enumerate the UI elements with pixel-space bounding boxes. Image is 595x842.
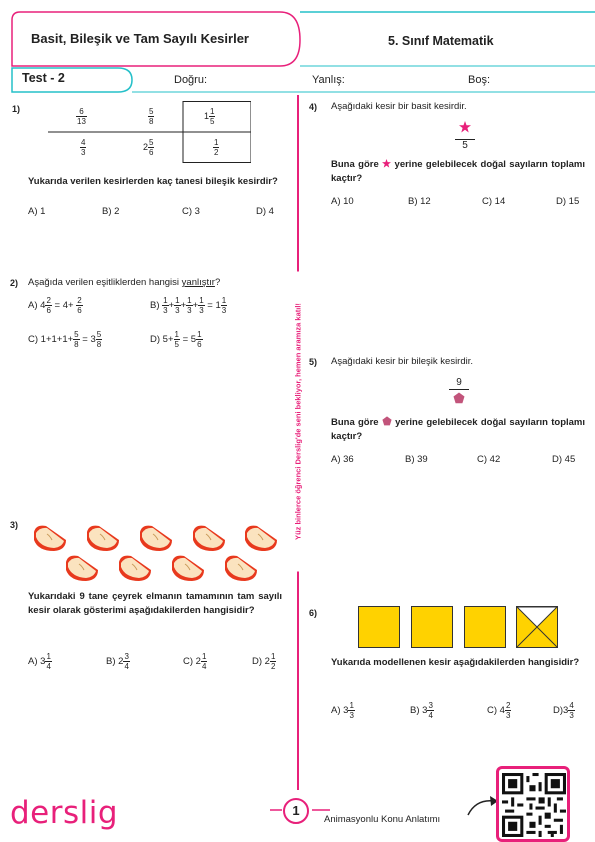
q2-option-b[interactable]: B) $\frac{1}{3}$ + $\frac{1}{3}$ + $\frac{1}{3}$ + $\frac{1}{3}$ = 1 $\frac{1}{3}$ (150, 296, 227, 315)
qr-code[interactable] (496, 766, 570, 842)
grade-title: 5. Sınıf Matematik (388, 34, 494, 48)
q1-cell: 2 $\frac{5}{6}$ (143, 138, 154, 157)
q6-option-c[interactable]: C) 4 $\frac{2}{3}$ (487, 701, 511, 720)
q5-question: Buna göre yerine gelebilecek doğal sayıların toplamı kaçtır? (331, 417, 586, 442)
empty-label: Boş: (468, 74, 491, 86)
q6-option-d[interactable]: D)3 $\frac{4}{3}$ (553, 701, 574, 720)
q4-number: 4) (309, 102, 318, 112)
q5-text: Aşağıdaki kesir bir bileşik kesirdir. (331, 356, 474, 367)
q4-denominator: 5 (455, 139, 475, 152)
q5-fraction (449, 376, 469, 409)
q1-cell: 1 $\frac{1}{5}$ (204, 107, 215, 126)
q1-option-b[interactable]: B) 2 (102, 206, 120, 217)
pentagon-icon (453, 392, 465, 404)
q3-option-b[interactable]: B) 2 $\frac{3}{4}$ (106, 652, 129, 671)
q4-text: Aşağıdaki kesir bir basit kesirdir. (331, 101, 467, 112)
q4-option-a[interactable]: A) 10 (331, 196, 354, 207)
page-number: 1 (283, 798, 309, 824)
q4-question: Buna göre yerine gelebilecek doğal sayıların toplamı kaçtır? (331, 159, 586, 184)
q5-option-b[interactable]: B) 39 (405, 454, 428, 465)
q1-cell: $\frac{4}{3}$ (81, 138, 86, 157)
q3-option-d[interactable]: D) 2 $\frac{1}{2}$ (252, 652, 276, 671)
q1-option-d[interactable]: D) 4 (256, 206, 274, 217)
q1-table (48, 101, 251, 163)
apple-quarter-icon (170, 552, 208, 582)
q5-option-a[interactable]: A) 36 (331, 454, 354, 465)
q3-option-c[interactable]: C) 2 $\frac{1}{4}$ (183, 652, 207, 671)
apple-quarter-icon (223, 552, 261, 582)
apple-quarter-icon (191, 522, 229, 552)
q4-fraction (455, 120, 475, 152)
q3-option-a[interactable]: A) 3 $\frac{1}{4}$ (28, 652, 51, 671)
q5-option-c[interactable]: C) 42 (477, 454, 501, 465)
q5-option-d[interactable]: D) 45 (552, 454, 576, 465)
wrong-label: Yanlış: (312, 74, 345, 86)
topic-title: Basit, Bileşik ve Tam Sayılı Kesirler (31, 31, 249, 46)
q3-text: Yukarıdaki 9 tane çeyrek elmanın tamamının tam sayılı kesir olarak gösterimi aşağıdakilerden hangisidir? (28, 591, 282, 616)
qr-code-icon (502, 773, 566, 837)
q1-option-c[interactable]: C) 3 (182, 206, 200, 217)
arrow-icon (466, 793, 500, 817)
apple-quarter-icon (117, 552, 155, 582)
header-frame (0, 0, 595, 100)
model-square-full (464, 606, 506, 648)
model-square-quarters (516, 606, 558, 648)
apple-quarter-icon (243, 522, 281, 552)
q2-option-d[interactable]: D) 5+ $\frac{1}{5}$ = 5 $\frac{1}{6}$ (150, 330, 202, 349)
apple-quarter-icon (138, 522, 176, 552)
q4-option-c[interactable]: C) 14 (482, 196, 506, 207)
model-square-full (358, 606, 400, 648)
correct-label: Doğru: (174, 74, 208, 86)
q5-numerator: 9 (449, 376, 469, 390)
q5-number: 5) (309, 357, 318, 367)
star-icon (459, 121, 471, 133)
q1-number: 1) (12, 104, 21, 114)
q1-option-a[interactable]: A) 1 (28, 206, 46, 217)
q2-number: 2) (10, 278, 19, 288)
q3-number: 3) (10, 520, 19, 530)
q1-cell: $\frac{1}{2}$ (214, 138, 219, 157)
q1-cell: $\frac{6}{13}$ (77, 107, 86, 126)
animation-label[interactable]: Animasyonlu Konu Anlatımı (324, 814, 441, 825)
q1-cell: $\frac{5}{8}$ (149, 107, 154, 126)
apple-quarter-icon (64, 552, 102, 582)
derslig-logo[interactable]: derslig (10, 795, 119, 831)
test-label: Test - 2 (22, 71, 65, 85)
q4-option-d[interactable]: D) 15 (556, 196, 580, 207)
q2-option-c[interactable]: C) 1+1+1+ $\frac{5}{8}$ = 3 $\frac{5}{8}$ (28, 330, 102, 349)
q6-text: Yukarıda modellenen kesir aşağıdakilerden hangisidir? (331, 657, 580, 668)
apple-quarter-icon (32, 522, 70, 552)
star-icon (382, 159, 391, 168)
q2-text: Aşağıda verilen eşitliklerden hangisi yanlıştır? (28, 277, 221, 288)
apple-quarter-icon (85, 522, 123, 552)
q6-option-b[interactable]: B) 3 $\frac{3}{4}$ (410, 701, 433, 720)
q6-number: 6) (309, 608, 318, 618)
q1-text: Yukarıda verilen kesirlerden kaç tanesi bileşik kesirdir? (28, 176, 278, 187)
q4-option-b[interactable]: B) 12 (408, 196, 431, 207)
model-square-full (411, 606, 453, 648)
pentagon-icon (382, 416, 392, 426)
q2-option-a[interactable]: A) 4 $\frac{2}{6}$ = 4+ $\frac{2}{6}$ (28, 296, 82, 315)
side-promo-text: Yüz binlerce öğrenci Derslig'de seni bekliyor, hemen aramıza katıl! (294, 272, 303, 572)
q6-option-a[interactable]: A) 3 $\frac{1}{3}$ (331, 701, 354, 720)
